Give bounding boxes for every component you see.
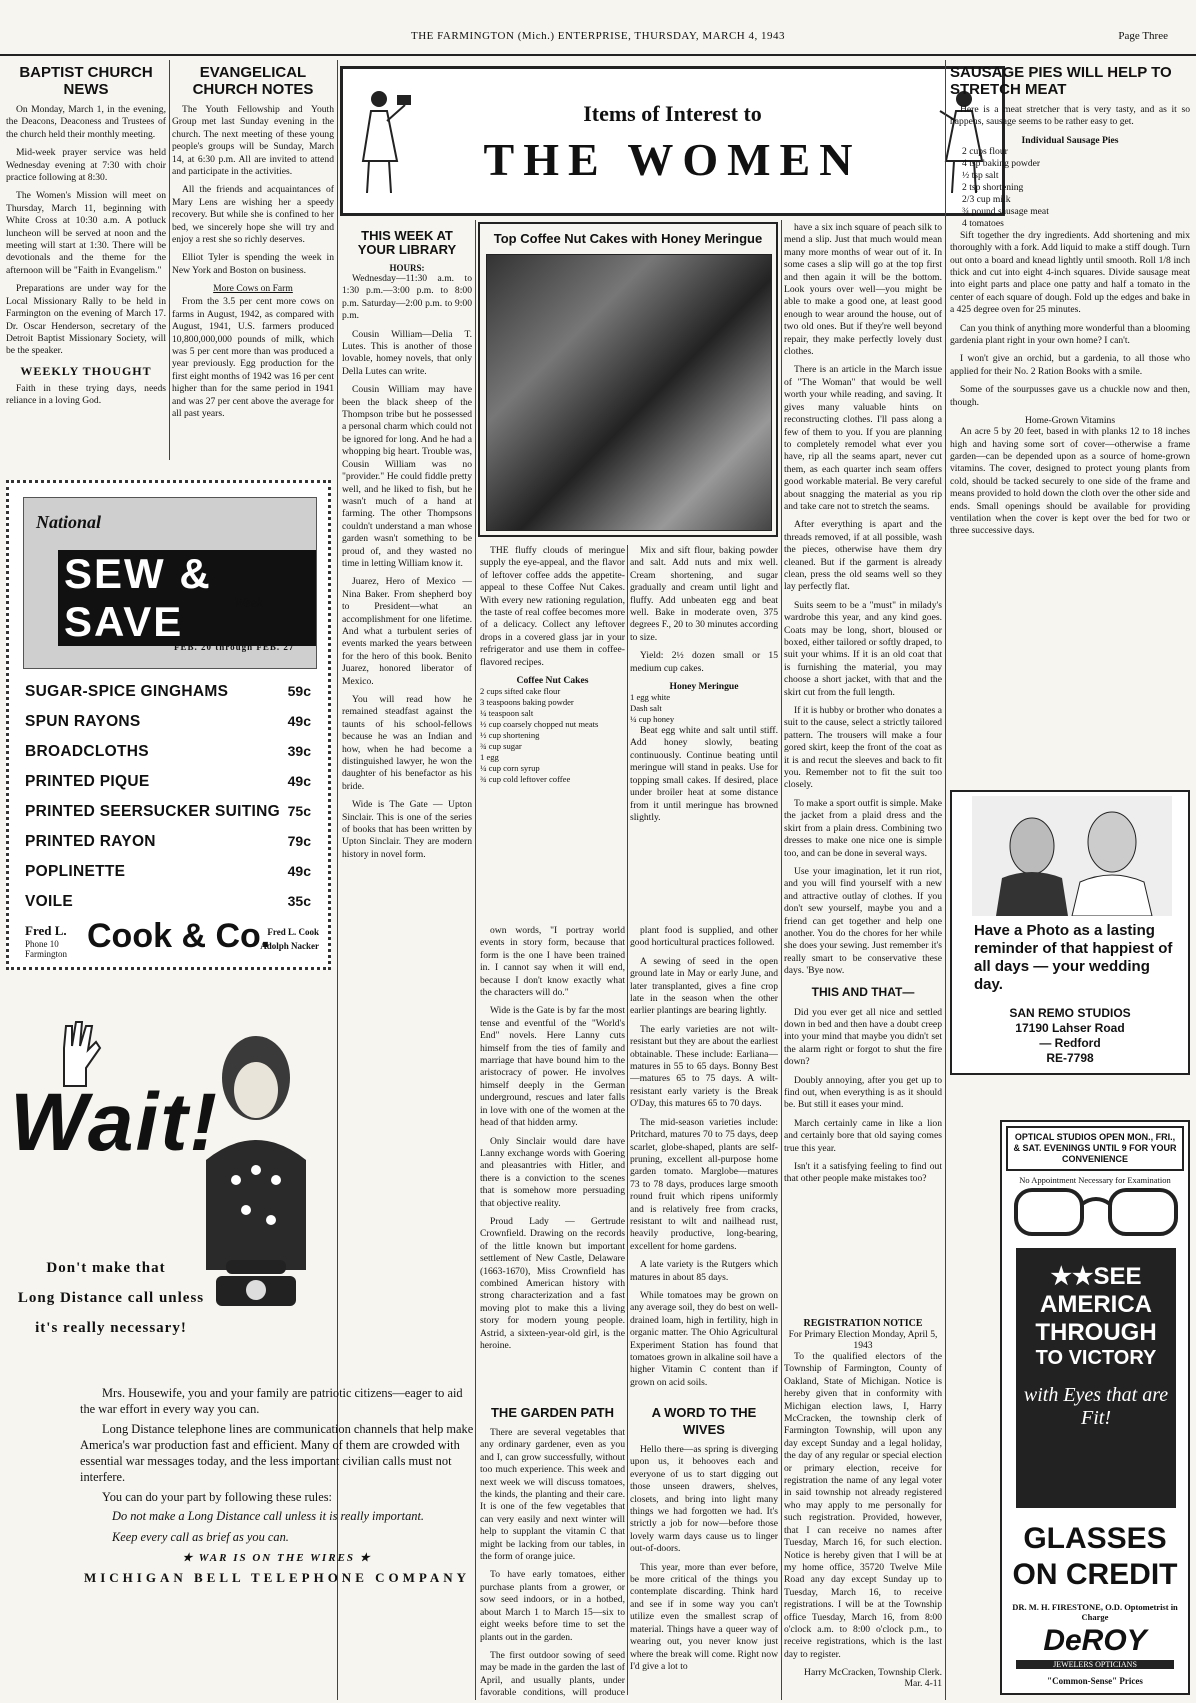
- wide-gate-para: Wide is the Gate is by far the most tense and eventful of the "World's End" novels. Here Lanny cuts himself from the ties of family and marriage that have bound him to the aristocracy of power. He involves himself deeply in the German underground, rescues and later falls in love with one of the women at the head of that hidden army.: [480, 1005, 625, 1129]
- ingredient: 1 egg white: [630, 692, 671, 703]
- ingredient: ¾ cup sugar: [480, 741, 522, 752]
- women-banner: [340, 66, 1005, 216]
- registration-text: To the qualified electors of the Township of Farmington, County of Oakland, State of Michigan. Notice is hereby given that in conformity with Michigan election laws, I, Harry McCracken, the township clerk of Farmington Township, will upon any day except Sunday and a legal holiday, the day of any regular or special election or primary election, receive for registration the name of any legal voter in said township not already registered who may apply to me personally for such registration. Provided, however, that I can receive no names after Tuesday, March 16, for such election. Notice is hereby given that I will be at my home office, 35720 Twelve Mile Road any day except Sunday up to Tuesday, March 16, to receive registrations. I will be at the Township office Tuesday, March 16, from 8:00 o'clock a.m. to 8:00 o'clock p.m., to receive registrations, which is the last day to register.: [784, 1351, 942, 1660]
- weekly-thought: [6, 383, 166, 408]
- library-hours-label: HOURS:: [389, 263, 425, 273]
- registration-body: [784, 1351, 942, 1661]
- meringue-method-block: [630, 725, 778, 824]
- sausage-method: Sift together the dry ingredients. Add shortening and mix thoroughly with a fork. Add liquid to make a stiff dough. Turn out onto a board and knead lightly until smooth. Roll 1/8 inch thick and cut into eight 4-inch squares. Divide sausage meat into eight parts and place one patty and half a tomato in the center of each square of dough. Fold up the edges and bake in a 425 degree oven for 25 minutes.: [950, 229, 1190, 316]
- ingredient: ½ cup coarsely chopped nut meats: [480, 719, 599, 730]
- sausage-title: SAUSAGE PIES WILL HELP TO STRETCH MEAT: [950, 64, 1172, 98]
- coffee-title: Top Coffee Nut Cakes with Honey Meringue: [493, 231, 763, 246]
- word-to-wives: [630, 1400, 778, 1700]
- fabric-price: 49c: [287, 863, 311, 879]
- ingredient: 2 cups sifted cake flour: [480, 686, 561, 697]
- ingredient: ¾ pound sausage meat: [962, 205, 1049, 217]
- store-owner: Adolph Nacker: [260, 941, 319, 951]
- weekly-thought-title: WEEKLY THOUGHT: [20, 363, 152, 378]
- fabric-item: [25, 743, 315, 761]
- tat-para: Did you ever get all nice and settled down in bed and then have a doubt creep into your mind that maybe you didn't set the alarm right or forgot to shut the fire down?: [784, 1006, 942, 1068]
- coffee-intro: [480, 545, 625, 669]
- coffee-intro-text: THE fluffy clouds of meringue supply the eye-appeal, and the flavor of leftover coffee adds the appetite-appeal to these Coffee Nut Cakes. With every new rationing regulation, the taste of real coffee becomes more of a delicacy. Collect any leftover drops in a covered glass jar in your refrigerator and use them in coffee-flavored recipes.: [480, 545, 625, 668]
- ingredient: 4 tomatoes: [962, 217, 1004, 229]
- cows-title: More Cows on Farm: [213, 283, 293, 295]
- tomato-para: plant food is supplied, and other good horticultural practices followed.: [630, 925, 778, 949]
- wedding-portrait: [972, 796, 1172, 916]
- optometrist: DR. M. H. FIRESTONE, O.D. Optometrist in Charge: [1012, 1602, 1178, 1622]
- sausage-intro-block: [950, 104, 1190, 129]
- studio-phone: RE-7798: [1046, 1051, 1094, 1065]
- victory-banner: [1016, 1248, 1176, 1508]
- garden-path: [480, 1400, 625, 1700]
- header-rule: [0, 54, 1196, 56]
- fabric-item: [25, 713, 315, 731]
- bell-para: Mrs. Housewife, you and your family are patriotic citizens—eager to aid the war effort in every way you can.: [80, 1386, 463, 1416]
- ingredient: 2 cups flour: [962, 145, 1008, 157]
- fabric-price: 75c: [287, 803, 311, 819]
- wives-title: A WORD TO THE WIVES: [651, 1405, 757, 1437]
- fabric-item: [25, 833, 315, 851]
- registration-notice: [784, 1318, 942, 1700]
- photo-ad-headline: Have a Photo as a lasting reminder of that happiest of all days — your wedding day.: [974, 922, 1173, 993]
- glasses-text: GLASSES: [1023, 1522, 1167, 1555]
- garden-body: [480, 1427, 625, 1700]
- bell-para: Long Distance telephone lines are communication channels that help make America's war production fast and efficient. Many of them are crowded with essential war messages today, and the less important civilian calls must not interfere.: [80, 1422, 474, 1484]
- eyeglasses-icon: [1008, 1182, 1184, 1242]
- wives-para: Hello there—as spring is diverging upon us, it behooves each and everyone of us to start digging out those unseen drawers, shelves, closets, and bring into light many things we had forgotten we had. It's strictly a job for now—before those lovely warm days cause us to linger out-of-doors.: [630, 1444, 778, 1555]
- vitamins-title: Home-Grown Vitamins: [1024, 415, 1116, 427]
- garden-para: The first outdoor sowing of seed may be made in the garden the last of April, and usually plants, under favorable conditions, will produce: [480, 1649, 625, 1699]
- page-number: Page Three: [1118, 30, 1168, 42]
- ingredient: 2 tsp shortening: [962, 181, 1024, 193]
- optical-ad: [1000, 1120, 1190, 1695]
- fabric-name: BROADCLOTHS: [25, 743, 149, 760]
- victory-text: TO VICTORY: [1035, 1347, 1157, 1369]
- sausage-column: [950, 60, 1190, 780]
- baptist-para: The Women's Mission will meet on Thursday, March 11, beginning with White Cross at 10:30 a.m. A potluck luncheon will be served at noon and the meeting will start at 1:30. There will be devotionals and the theme for the afternoon will be "Faith in Evangelism.": [6, 190, 166, 276]
- column-divider: [475, 220, 476, 1700]
- bell-line1: Don't make that: [46, 1260, 166, 1276]
- bell-line2: Long Distance call unless: [17, 1290, 205, 1306]
- meringue-method: Beat egg white and salt until stiff. Add honey slowly, beating continuously. Continue beating until meringue will stand in peaks. Use for topping small cakes. If desired, place under broiler heat at some distance from it until meringue has browned slightly.: [630, 725, 778, 823]
- bell-copy: [80, 1385, 474, 1695]
- garden-title: THE GARDEN PATH: [490, 1405, 615, 1420]
- wide-gate-review: [480, 925, 625, 1395]
- fabric-item: [25, 803, 315, 821]
- bell-slogan: ★ WAR IS ON THE WIRES ★: [182, 1552, 372, 1564]
- ingredient: 1 egg: [480, 752, 499, 763]
- meringue-title: Honey Meringue: [669, 681, 739, 693]
- this-and-that-title: THIS AND THAT—: [811, 984, 915, 999]
- coffee-feature: [478, 222, 778, 537]
- evangelical-body: [172, 104, 334, 277]
- coffee-recipe-title: Coffee Nut Cakes: [516, 675, 589, 687]
- tomato-para: A sewing of seed in the open ground late in May or early June, and later transplanted, gives a fine crop late in the season when the other earlier plantings are bearing lightly.: [630, 955, 778, 1017]
- registration-signature: Harry McCracken, Township Clerk.: [804, 1667, 942, 1679]
- telephone-icon: [206, 1250, 306, 1310]
- tomato-para: While tomatoes may be grown on any average soil, they do best on well-drained loam, high in fertility, high in organic matter. The Ohio Agricultural Experiment Station has found that tomatoes grown in alkaline soil have a higher Vitamin C content than if grown on acid soils.: [630, 1289, 778, 1388]
- through-text: THROUGH: [1035, 1319, 1157, 1346]
- sew-save-ad: [6, 480, 331, 970]
- registration-sub: For Primary Election Monday, April 5, 1943: [788, 1329, 938, 1351]
- ingredient: ½ tsp salt: [962, 169, 999, 181]
- fabric-name: PRINTED RAYON: [25, 833, 156, 850]
- library-para: You will read how he remained steadfast against the taunts of his school-fellows because he was an Indian and how, when he had become a distinguished lawyer, he won the daughter of his benefactor as his bride.: [342, 694, 472, 792]
- garden-para: There are several vegetables that any ordinary gardener, even as you and I, can grow successfully, without too much experience. This week and next week we will discuss tomatoes, the kinds, the planting and their care. It is one of the few vegetables that can very easily and next winter will help to supplant the vitamin C that might be lacking from our tables, in the form of orange juice.: [480, 1427, 625, 1563]
- cows-body: [172, 296, 334, 420]
- banner-kicker: Items of Interest to: [583, 101, 762, 126]
- garden-para: To have early tomatoes, either purchase plants from a grower, or sow seed indoors, or in a hotbed, about March 1 to March 15—six to eight weeks before time to set the plants out in the garden.: [480, 1569, 625, 1643]
- tat-para: March certainly came in like a lion and certainly bore that old saying comes true this year.: [784, 1117, 942, 1154]
- optical-hours: OPTICAL STUDIOS OPEN MON., FRI., & SAT. EVENINGS UNTIL 9 FOR YOUR CONVENIENCE: [1006, 1126, 1184, 1171]
- ingredient: 2/3 cup milk: [962, 193, 1011, 205]
- ingredient: ¼ cup honey: [630, 714, 675, 725]
- fabric-name: SUGAR-SPICE GINGHAMS: [25, 683, 229, 700]
- remodel-para: Use your imagination, let it run riot, and you will find yourself with a new and attractive outlay of clothes. If you don't sew yourself, maybe you and a friend can get together and help one another. You do the chores for her while she does your sewing. Just remember it's really smart to be conservative these days. 'Bye now.: [784, 865, 942, 977]
- cook-co-footer: [25, 917, 319, 963]
- baptist-para: On Monday, March 1, in the evening, the Deacons, Deaconess and Trustees of the church held their monthly meeting.: [6, 104, 166, 140]
- week-label: Week: [234, 596, 264, 611]
- sausage-recipe-title: Individual Sausage Pies: [1021, 134, 1119, 146]
- bell-para: You can do your part by following these rules:: [102, 1490, 333, 1504]
- sausage-para: Some of the sourpusses gave us a chuckle now and then, though.: [950, 384, 1190, 408]
- library-para: Cousin William—Delia T. Lutes. This is another of those lovable, homey novels, that only Della Lutes can write.: [342, 328, 472, 377]
- fabric-price-list: [25, 683, 315, 923]
- store-name: Cook & Co.: [87, 917, 271, 955]
- ingredient: ¾ cup cold leftover coffee: [480, 774, 571, 785]
- studio-city: — Redford: [1039, 1036, 1101, 1050]
- photo-ad: [950, 790, 1190, 1075]
- wide-gate-para: Only Sinclair would dare have Lanny exchange words with Goering and pleasantries with Hitler, and there is a conviction to the scenes that is somehow more persuading that objective reality.: [480, 1135, 625, 1209]
- masthead: THE FARMINGTON (Mich.) ENTERPRISE, THURSDAY, MARCH 4, 1943: [410, 30, 785, 42]
- ingredient: 3 teaspoons baking powder: [480, 697, 574, 708]
- bell-rule: Keep every call as brief as you can.: [112, 1530, 289, 1544]
- tomato-para: The mid-season varieties include: Pritchard, matures 70 to 75 days, deep scarlet, globe-shaped, plants are self-pruning, excellent all-purpose home garden tomato. Marglobe—matures 73 to 78 days, produces large smooth round fruit which ripens uniformly and is relatively free from cracks, resistant to wilt and nailhead rust, heavily productive, long-bearing, excellent for home gardens.: [630, 1116, 778, 1252]
- vitamins-text: An acre 5 by 20 feet, based in with planks 12 to 18 inches high and having some sort of cover—otherwise a frame garden—can be depended upon as a source of home-grown vitamins. The cover, designed to protect young plants from cold, should be tacked securely to one side of the frame and means provided to hold down the cloth over the other side and ends. Small openings should be available for providing ventilation when the cover is kept over the bed for two or three successive days.: [950, 426, 1190, 537]
- studio-name: SAN REMO STUDIOS: [1009, 1006, 1131, 1020]
- tomato-para: A late variety is the Rutgers which matures in about 85 days.: [630, 1259, 778, 1283]
- ingredient: ¼ teaspoon salt: [480, 708, 534, 719]
- remodel-para: There is an article in the March issue of "The Woman" that would be well worth your while reading, and saving. It gives many valuable hints on reconstructing clothes. I'll pass along a few of them to you. If you are planning to completely remodel what ever you have, rip all the seams apart, never cut them, as each quarter inch seam offers good workable material. Be very careful about snagging the material as you rip and take care not to stretch the seams.: [784, 364, 942, 512]
- fabric-name: PRINTED PIQUE: [25, 773, 150, 790]
- remodel-para: To make a sport outfit is simple. Make the jacket from a plaid dress and the skirt from a plain dress. Combining two dresses to make one nice one is simple too, and can be done in several ways.: [784, 797, 942, 859]
- store-left-name: Fred L.: [25, 923, 67, 938]
- sausage-body: [950, 230, 1190, 409]
- remodel-body: [784, 222, 942, 978]
- library-para: Cousin William may have been the black sheep of the Thompson tribe but he possessed a personal charm which could not be ignored for long. And he had a whopping big heart. Trouble was, Cousin William was no "provider." He could fiddle pretty well, and he liked to fish, but he wasn't much of a hand at farming. The other Thompsons couldn't understand a man whose garden wasn't something to be proud of, and they wasted no time in letting William know it.: [342, 384, 472, 569]
- evangelical-para: All the friends and acquaintances of Mary Lens are wishing her a speedy recovery. But while she is confined to her bed, we sincerely hope she will try and enjoy a rest she so richly deserves.: [172, 184, 334, 246]
- fabric-item: [25, 893, 315, 911]
- coffee-method-block: [630, 545, 778, 675]
- tomato-body: [630, 925, 778, 1395]
- deroy-sub: JEWELERS OPTICIANS: [1016, 1660, 1174, 1669]
- fabric-name: VOILE: [25, 893, 74, 910]
- fabric-price: 49c: [287, 713, 311, 729]
- registration-date: Mar. 4-11: [904, 1678, 942, 1690]
- library-hours: Wednesday—11:30 a.m. to 1:30 p.m.—3:00 p.m. to 8:00 p.m. Saturday—2:00 p.m. to 9:00 p.m.: [342, 273, 472, 322]
- remodel-para: Suits seem to be a "must" in milady's wardrobe this year, and any kind goes. Coats may be long, short, bloused or boxed, either tailored or softly draped, to suit your whims. If it is an old coat that is furnishing the material, you may choose a short jacket, with that and the skirt cut from the full length.: [784, 599, 942, 698]
- tat-para: Isn't it a satisfying feeling to find out that other people make mistakes too?: [784, 1161, 942, 1185]
- tat-para: Doubly annoying, after you get up to find out, when everything is as it should be. But still it eases your mind.: [784, 1074, 942, 1111]
- fabric-price: 59c: [287, 683, 311, 699]
- cows-text: From the 3.5 per cent more cows on farms in August, 1942, as compared with August, 1941, U.S. farmers produced 10,800,000,000 pounds of milk, which was 5 per cent more than was produced a year previously. Egg production for the first eight months of 1942 was 16 per cent higher than for the same period in 1941 and was 27 per cent above the average for all past years.: [172, 296, 334, 419]
- bell-rule: Do not make a Long Distance call unless it is really important.: [112, 1509, 425, 1523]
- fabric-name: SPUN RAYONS: [25, 713, 141, 730]
- bell-company: MICHIGAN BELL TELEPHONE COMPANY: [83, 1570, 471, 1585]
- eyes-fit-text: with Eyes that are Fit!: [1023, 1384, 1169, 1429]
- store-phone: Phone 10: [25, 939, 59, 949]
- wives-para: This year, more than ever before, be more critical of the things you contemplate discarding. Think hard and see if in some way you can't utilize even the smallest scrap of material. Things have a queer way of wearing out, you never know just where the break will come. Right now I'd give a lot to: [630, 1561, 778, 1672]
- credit-text: ON CREDIT: [1012, 1558, 1178, 1591]
- fabric-price: 35c: [287, 893, 311, 909]
- tomato-varieties: [630, 925, 778, 1395]
- optical-no-appointment: No Appointment Necessary for Examination: [1019, 1175, 1171, 1185]
- vitamins-body: [950, 426, 1190, 538]
- store-owner: Fred L. Cook: [267, 927, 319, 937]
- wide-gate-body: [480, 925, 625, 1352]
- coffee-ingredients: [480, 686, 625, 785]
- sew-save-logo: SEW & SAVE: [58, 550, 316, 646]
- sew-save-art: [23, 497, 317, 669]
- wait-headline: Wait!: [10, 1077, 219, 1168]
- sew-save-dates: FEB. 20 through FEB. 27: [174, 642, 295, 652]
- sausage-intro: Here is a meat stretcher that is very tasty, and as it so happens, sausage seems to be rather easy to get.: [950, 104, 1190, 128]
- remodel-para: have a six inch square of peach silk to mend a slip. Just that much would mean many more months of wear out of it. In some cases a slip will go at the top first and then again it will be the bottom. Look yours over well—you might be able to make a good one, at least good enough to wear around the house, out of two old ones. But if they're well beyond repair, they make perfectly lovely dust clothes.: [784, 222, 942, 358]
- baptist-news: [6, 60, 166, 480]
- deroy-logo: DeROY: [1043, 1624, 1147, 1657]
- registration-title: REGISTRATION NOTICE: [803, 1318, 923, 1329]
- wide-gate-para: Proud Lady — Gertrude Crownfield. Drawing on the records of the little known but important settlement of New Castle, Delaware (1663-1670), Miss Crownfield has combined American history with strong characterization and a fast moving plot to make this a living story for modern young people. Astrid, a sixteen-year-old girl, is the heroine.: [480, 1215, 625, 1351]
- deroy-slogan: "Common-Sense" Prices: [1047, 1676, 1143, 1686]
- column-divider: [627, 545, 628, 1695]
- column-divider: [169, 60, 170, 460]
- coffee-photo: [486, 254, 772, 531]
- ingredient: Dash salt: [630, 703, 662, 714]
- column-divider: [781, 220, 782, 1700]
- fabric-name: POPLINETTE: [25, 863, 126, 880]
- wide-gate-para: own words, "I portray world events in story form, because that form is the one I have been trained in. I cannot say when it will end, because I don't know exactly what the characters will do.": [480, 925, 625, 999]
- sausage-ingredients: [950, 146, 1190, 230]
- coffee-method: Mix and sift flour, baking powder and salt. Add nuts and mix well. Cream shortening, and sugar gradually and cream until light and fluffy. Add unbeaten egg and beat well. Bake in moderate oven, 375 degrees F., 20 to 30 minutes according to size.: [630, 545, 778, 643]
- evangelical-notes: [172, 60, 334, 480]
- remodel-para: If it is hubby or brother who donates a suit to the cause, select a strictly tailored pattern. The trousers will make a four gored skirt, keep the front of the coat as it is and recut the sleeves and back to fit you. Remember not to fit the suit too closely.: [784, 705, 942, 791]
- coffee-text-left: [480, 545, 625, 915]
- page-header: [0, 30, 1196, 52]
- see-text: ★★SEE: [1050, 1263, 1142, 1290]
- remodel-column: [784, 222, 942, 1312]
- wives-body: [630, 1444, 778, 1673]
- coffee-text-right: [630, 545, 778, 915]
- ingredient: ¼ cup corn syrup: [480, 763, 540, 774]
- fabric-item: [25, 773, 315, 791]
- meringue-ingredients: [630, 692, 778, 725]
- sausage-para: I won't give an orchid, but a gardenia, to all those who applied for their No. 2 Ration Books with a smile.: [950, 353, 1190, 377]
- fabric-price: 79c: [287, 833, 311, 849]
- national-label: National: [36, 512, 102, 532]
- ingredient: ½ cup shortening: [480, 730, 540, 741]
- library-para: Juarez, Hero of Mexico — Nina Baker. From shepherd boy to President—what an accomplishment for one lifetime. And what a turbulent series of events marked the years between for the hero of this book. Benito Juarez, honored liberator of Mexico.: [342, 576, 472, 687]
- library-column: [342, 225, 472, 1365]
- baptist-body: [6, 104, 166, 358]
- library-body: [342, 273, 472, 861]
- evangelical-para: The Youth Fellowship and Youth Group met last Sunday evening in the church. The next meeting of these young people's groups will be Sunday, March 14, at 6:30 p.m. All are invited to attend and participate in the activities.: [172, 104, 334, 178]
- this-and-that-body: [784, 1007, 942, 1186]
- column-divider: [945, 60, 946, 1700]
- coffee-yield: Yield: 2½ dozen small or 15 medium cup cakes.: [630, 650, 778, 674]
- sausage-para: Can you think of anything more wonderful than a blooming gardenia plant right in your own home? I can't.: [950, 322, 1190, 347]
- baptist-title: BAPTIST CHURCH NEWS: [19, 64, 153, 98]
- fabric-price: 49c: [287, 773, 311, 789]
- baptist-para: Preparations are under way for the Local Missionary Rally to be held in Farmington on the evening of March 17. Dr. Oscar Henderson, secretary of the Detroit Baptist Missionary Society, will be the speaker.: [6, 283, 166, 357]
- banner-title: THE WOMEN: [483, 134, 862, 185]
- ingredient: 4 tsp baking powder: [962, 157, 1041, 169]
- baptist-para: Mid-week prayer service was held Wednesday evening at 7:30 with choir practice following at 8:30.: [6, 147, 166, 184]
- fabric-item: [25, 863, 315, 881]
- remodel-para: After everything is apart and the threads removed, if at all possible, wash the pieces, otherwise have them dry cleaned. But if the garment is already clean, press the old seams well so they lay perfectly flat.: [784, 519, 942, 593]
- fabric-name: PRINTED SEERSUCKER SUITING: [25, 803, 280, 820]
- fabric-item: [25, 683, 315, 701]
- america-text: AMERICA: [1040, 1291, 1152, 1318]
- weekly-thought-text: Faith in these trying days, needs reliance in a loving God.: [6, 382, 166, 407]
- studio-address: 17190 Lahser Road: [1015, 1021, 1125, 1035]
- fabric-price: 39c: [287, 743, 311, 759]
- tomato-para: The early varieties are not wilt-resistant but they are about the earliest obtainable. These include: Earliana—matures in 55 to 65 days. Bonny Best—matures 65 to 75 days. A wilt-resistant early variety is the Break O'Day, this matures 65 to 70 days.: [630, 1023, 778, 1110]
- library-para: Wide is The Gate — Upton Sinclair. This is one of the series of books that has been written by Upton Sinclair. They are modern history in novel form.: [342, 799, 472, 860]
- evangelical-para: Elliot Tyler is spending the week in New York and Boston on business.: [172, 252, 334, 276]
- evangelical-title: EVANGELICAL CHURCH NOTES: [192, 64, 314, 98]
- bell-line3: it's really necessary!: [35, 1320, 187, 1336]
- store-town: Farmington: [25, 949, 67, 959]
- library-title: THIS WEEK AT YOUR LIBRARY: [357, 228, 457, 257]
